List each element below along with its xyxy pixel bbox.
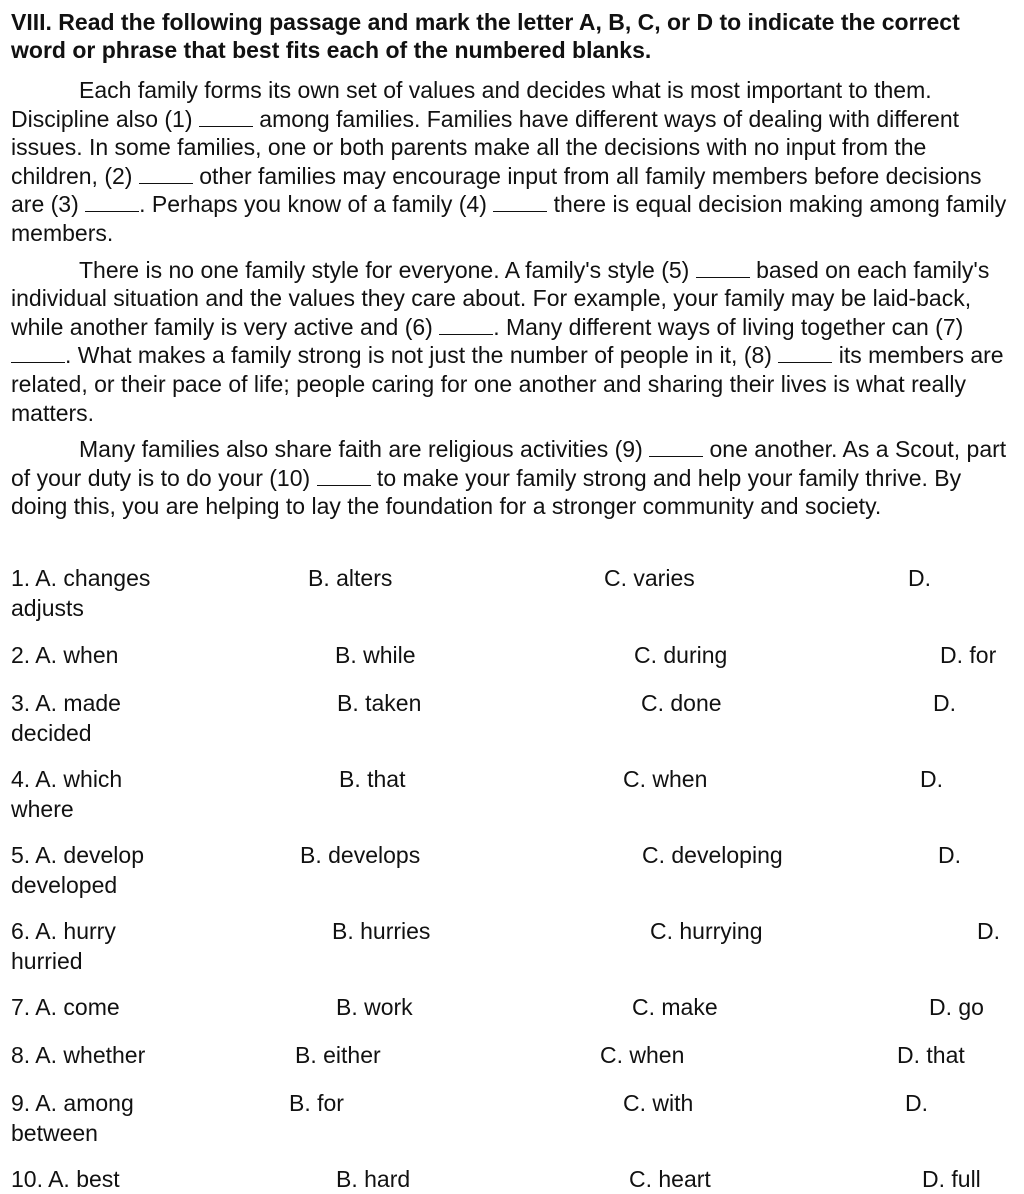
option-d: D. — [908, 565, 931, 591]
option-c: C. during — [634, 642, 728, 668]
option-c: C. when — [623, 766, 708, 792]
option-d: D. that — [897, 1042, 965, 1068]
blank-1 — [199, 110, 253, 127]
option-a: 10. A. best — [11, 1166, 120, 1192]
option-a: 5. A. develop — [11, 842, 144, 868]
option-d-word: adjusts — [11, 595, 84, 621]
blank-2 — [139, 167, 193, 184]
option-b: B. hurries — [332, 918, 431, 944]
option-d: D. — [933, 690, 956, 716]
option-b: B. alters — [308, 565, 393, 591]
option-c: C. heart — [629, 1166, 711, 1192]
option-c: C. hurrying — [650, 918, 763, 944]
option-c: C. make — [632, 994, 718, 1020]
question-row-1 — [11, 563, 1013, 625]
option-d-word: decided — [11, 720, 92, 746]
option-a: 2. A. when — [11, 642, 119, 668]
option-c: C. developing — [642, 842, 783, 868]
option-d-word: developed — [11, 872, 118, 898]
question-row-5 — [11, 840, 1013, 902]
option-a: 6. A. hurry — [11, 918, 116, 944]
question-row-10 — [11, 1164, 1013, 1192]
question-row-6 — [11, 916, 1013, 978]
option-b: B. while — [335, 642, 416, 668]
option-d-word: between — [11, 1120, 98, 1146]
blank-10 — [317, 469, 371, 486]
question-row-9 — [11, 1088, 1013, 1150]
option-a: 4. A. which — [11, 766, 123, 792]
option-d-word: where — [11, 796, 74, 822]
exercise-heading: VIII. Read the following passage and mark the letter A, B, C, or D to indicate the correct word or phrase that best fits each of the numbered blanks. — [11, 9, 960, 63]
blank-5 — [696, 261, 750, 278]
option-c: C. with — [623, 1090, 694, 1116]
option-d: D. full — [922, 1166, 981, 1192]
option-b: B. either — [295, 1042, 381, 1068]
passage-paragraph-3: Many families also share faith are religious activities (9) one another. As a Scout, part of your duty is to do your (10) to make your family strong and help your family thrive. By doing this, you are helping to lay the foundation for a stronger community and society. — [11, 436, 1007, 520]
option-d-word: hurried — [11, 948, 83, 974]
blank-9 — [649, 440, 703, 457]
worksheet — [11, 8, 1013, 521]
option-b: B. for — [289, 1090, 344, 1116]
option-c: C. varies — [604, 565, 695, 591]
option-d: D. — [905, 1090, 928, 1116]
option-d: D. — [938, 842, 961, 868]
option-c: C. done — [641, 690, 722, 716]
option-a: 9. A. among — [11, 1090, 134, 1116]
option-d: D. for — [940, 642, 997, 668]
option-a: 1. A. changes — [11, 565, 151, 591]
option-d: D. go — [929, 994, 984, 1020]
option-d: D. — [977, 918, 1000, 944]
option-a: 3. A. made — [11, 690, 121, 716]
question-row-3 — [11, 688, 1013, 750]
option-a: 8. A. whether — [11, 1042, 146, 1068]
passage-paragraph-2: There is no one family style for everyone. A family's style (5) based on each family's individual situation and the values they care about. For example, your family may be laid-back, while another family is very active and (6) . Many different ways of living together can (7) . What makes a family strong is not just the number of people in it, (8) its members are related, or their pace of life; people caring for one another and sharing their lives is what really matters. — [11, 256, 1004, 426]
option-d: D. — [920, 766, 943, 792]
option-b: B. taken — [337, 690, 422, 716]
blank-6 — [439, 318, 493, 335]
option-b: B. hard — [336, 1166, 411, 1192]
option-b: B. develops — [300, 842, 421, 868]
option-b: B. that — [339, 766, 406, 792]
option-c: C. when — [600, 1042, 685, 1068]
blank-8 — [778, 346, 832, 363]
blank-3 — [85, 195, 139, 212]
blank-4 — [493, 195, 547, 212]
option-a: 7. A. come — [11, 994, 120, 1020]
passage-paragraph-1: Each family forms its own set of values and decides what is most important to them. Discipline also (1) among families. Families have different ways of dealing with different issues. In some families, one or both parents make all the decisions with no input from the children, (2) other families may encourage input from all family members before decisions are (3) . Perhaps you know of a family (4) there is equal decision making among family members. — [11, 77, 1007, 246]
question-row-4 — [11, 764, 1013, 826]
blank-7 — [11, 346, 65, 363]
option-b: B. work — [336, 994, 413, 1020]
